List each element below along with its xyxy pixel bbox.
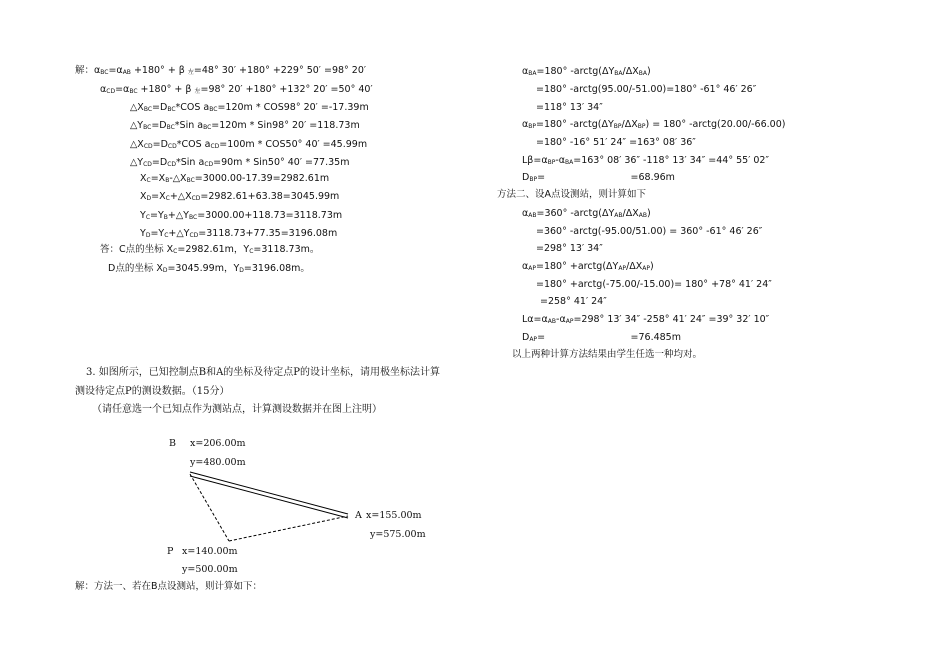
- answer-c: 答：C点的坐标 $X_C=2982.61m$，$Y_C=3118.73m$。: [100, 244, 320, 255]
- right-line-11: =298° 13′ 34″: [536, 243, 603, 254]
- solution-line-6: $\triangle Y_{CD}=D_{CD}*Sin$ $a_{CD}=90m * Sin50^\circ$ 40′ =77.35m: [130, 157, 350, 168]
- solution-line-5: $\triangle X_{CD}=D_{CD}*COS$ $a_{CD}=100m * COS50^\circ$ 40′ =45.99m: [130, 139, 368, 150]
- question-3-line-2: 测设待定点P的测设数据。（15分）: [75, 386, 230, 397]
- method-2-heading: 方法二、设A点设测站，则计算如下: [497, 189, 646, 200]
- point-p-x: x=140.00m: [182, 546, 238, 557]
- right-line-6: $L\beta=\alpha_{BP}-\alpha_{BA}=163^\circ$ 08′ 36″ -118° 13′ 34″ =44° 55′ 02″: [522, 155, 770, 166]
- solution-line-1: 解：$\alpha_{BC}=\alpha_{AB} +180^\circ + \beta$ $_左$=48° 30′ +180° +229° 50′ =98° 20′: [75, 65, 367, 76]
- right-line-3: =118° 13′ 34″: [536, 102, 603, 113]
- point-a-y: y=575.00m: [370, 529, 426, 540]
- line-b-a-outer: [190, 472, 348, 514]
- right-line-14: =258° 41′ 24″: [540, 296, 607, 307]
- solution-line-4: $\triangle Y_{BC}=D_{BC}*Sin$ $a_{BC}=120m * Sin98^\circ$ 20′ =118.73m: [130, 120, 360, 131]
- solution-line-8: $X_D=X_C+\triangle X_{CD}=2982.61+63.38=3045.99m$: [140, 191, 340, 202]
- right-line-5: =180° -16° 51′ 24″ =163° 08′ 36″: [536, 137, 696, 148]
- line-b-p-dashed: [190, 474, 229, 541]
- right-line-2: =180° -arctg(95.00/-51.00)=180° -61° 46′ 26″: [536, 84, 757, 95]
- right-line-4: $\alpha_{BP}=180^\circ$ $-arctg(\Delta Y_{BP}/\Delta X_{BP}) = 180^\circ$ -arctg(20.00/-66.00): [522, 119, 786, 130]
- answer-d: D点的坐标 $X_D=3045.99m$，$Y_D=3196.08m$。: [108, 263, 310, 274]
- point-b-label: B: [169, 438, 176, 449]
- line-p-a-dashed: [229, 516, 348, 541]
- right-line-15: $L\alpha=\alpha_{AB}-\alpha_{AP}=298^\circ$ 13′ 34″ -258° 41′ 24″ =39° 32′ 10″: [522, 314, 770, 325]
- right-line-12: $\alpha_{AP}=180^\circ$ $+arctg(\Delta Y_{AP}/\Delta X_{AP})$: [522, 261, 654, 272]
- right-line-9: $\alpha_{AB}=360^\circ$ $-arctg(\Delta Y_{AB}/\Delta X_{AB})$: [522, 208, 651, 219]
- point-b-y: y=480.00m: [190, 457, 246, 468]
- point-p-y: y=500.00m: [182, 564, 238, 575]
- right-line-10: =360° -arctg(-95.00/51.00) = 360° -61° 46′ 26″: [536, 226, 763, 237]
- right-line-7: $D_{BP}=$ =68.96m: [522, 172, 675, 183]
- conclusion: 以上两种计算方法结果由学生任选一种均对。: [512, 349, 703, 360]
- right-line-16: $D_{AP}=$ =76.485m: [522, 332, 681, 343]
- right-line-1: $\alpha_{BA}=180^\circ$ $-arctg(\Delta Y_{BA}/\Delta X_{BA})$: [522, 66, 651, 77]
- line-b-a-inner: [190, 476, 348, 518]
- solution-line-10: $Y_D=Y_C+\triangle Y_{CD}=3118.73+77.35=3196.08m$: [140, 228, 338, 239]
- question-3-note: （请任意选一个已知点作为测站点，计算测设数据并在图上注明）: [92, 404, 382, 415]
- solution-line-7: $X_C=X_B-\triangle X_{BC}=3000.00-17.39=2982.61m$: [140, 173, 330, 184]
- point-b-x: x=206.00m: [190, 438, 246, 449]
- point-a-label: A: [355, 510, 362, 521]
- question-3-line-1: 3. 如图所示，已知控制点B和A的坐标及待定点P的设计坐标，请用极坐标法计算: [86, 367, 441, 378]
- solution-line-9: $Y_C=Y_B+\triangle Y_{BC}=3000.00+118.73=3118.73m$: [140, 210, 343, 221]
- point-p-label: P: [167, 546, 174, 557]
- solution-line-2: $\alpha_{CD}=\alpha_{BC} +180^\circ + \beta$ $_左$=98° 20′ +180° +132° 20′ =50° 40′: [100, 84, 373, 95]
- point-a-x: x=155.00m: [366, 510, 422, 521]
- method-1-heading: 解：方法一、若在B点设测站，则计算如下：: [75, 581, 263, 592]
- right-line-13: =180° +arctg(-75.00/-15.00)= 180° +78° 41′ 24″: [536, 279, 772, 290]
- solution-line-3: $\triangle X_{BC}=D_{BC}*COS$ $a_{BC}=120m * COS98^\circ$ 20′ =-17.39m: [130, 102, 369, 113]
